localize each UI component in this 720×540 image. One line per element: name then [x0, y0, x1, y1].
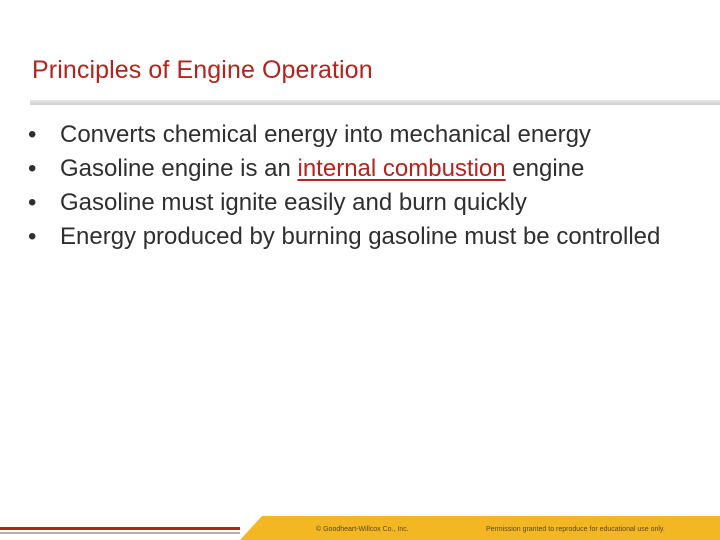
bullet-item [28, 186, 698, 220]
bullet-text: Gasoline must ignite easily and burn quickly [60, 189, 527, 216]
bullet-item [28, 118, 698, 152]
bullet-list [28, 118, 698, 254]
bullet-marker: • [28, 121, 37, 148]
bullet-marker: • [28, 223, 37, 250]
bullet-marker: • [28, 189, 37, 216]
slide-title: Principles of Engine Operation [32, 56, 373, 84]
bullet-text: Gasoline engine is an [60, 155, 298, 182]
internal-combustion-link[interactable]: internal combustion [297, 155, 506, 182]
bullet-text-suffix: engine [505, 155, 585, 182]
footer-copyright: © Goodheart-Willcox Co., Inc. [316, 526, 409, 533]
bullet-item [28, 152, 698, 186]
title-divider [30, 100, 720, 105]
footer-gray-line [0, 532, 240, 534]
bullet-text: Energy produced by burning gasoline must be controlled [60, 223, 661, 250]
bullet-text: Converts chemical energy into mechanical energy [60, 121, 591, 148]
bullet-marker: • [28, 155, 37, 182]
bullet-item [28, 220, 698, 254]
footer-permission: Permission granted to reproduce for educational use only. [486, 526, 665, 533]
footer-red-line [0, 527, 240, 530]
